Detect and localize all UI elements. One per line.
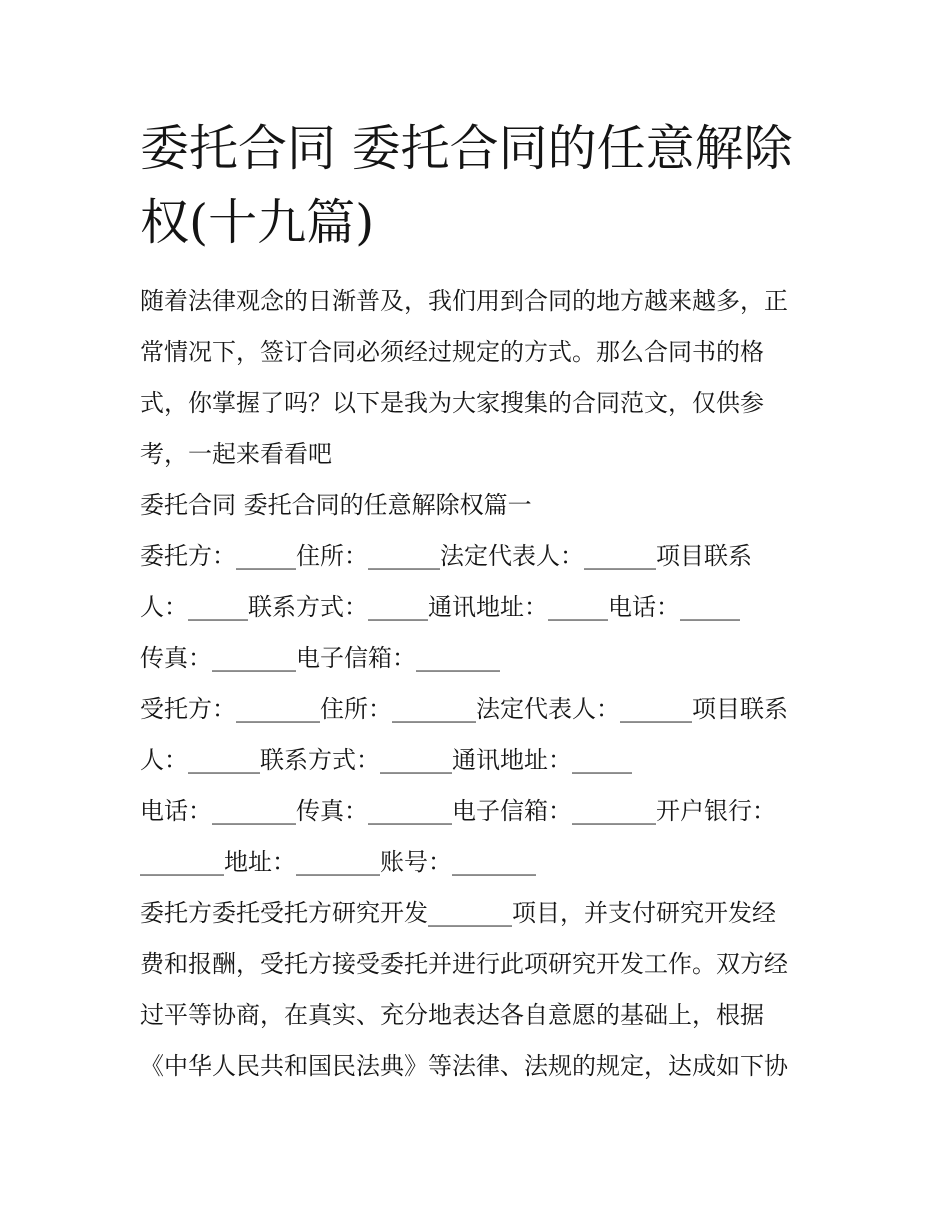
intro-line: 随着法律观念的日渐普及，我们用到合同的地方越来越多，正 xyxy=(140,287,788,315)
document-title xyxy=(140,112,820,260)
title-line: 委托合同 委托合同的任意解除 xyxy=(140,120,793,177)
trustee-info-line: 受托方：_______住所：_______法定代表人：______项目联系 xyxy=(140,695,788,723)
intro-line: 式，你掌握了吗？以下是我为大家搜集的合同范文，仅供参 xyxy=(140,389,764,417)
agreement-line: 过平等协商，在真实、充分地表达各自意愿的基础上，根据 xyxy=(140,1001,764,1029)
title-line: 权(十九篇) xyxy=(140,194,375,251)
agreement-line: 《中华人民共和国民法典》等法律、法规的规定，达成如下协 xyxy=(140,1052,788,1080)
intro-line: 常情况下，签订合同必须经过规定的方式。那么合同书的格 xyxy=(140,338,764,366)
section-heading: 委托合同 委托合同的任意解除权篇一 xyxy=(140,491,532,519)
document-body xyxy=(140,276,820,1092)
trustee-info-line: _______地址：_______账号：_______ xyxy=(140,848,536,876)
trustee-info-line: 电话：_______传真：_______电子信箱：_______开户银行： xyxy=(140,797,776,825)
trustee-info-line: 人：______联系方式：______通讯地址：_____ xyxy=(140,746,632,774)
client-info-line: 传真：_______电子信箱：_______ xyxy=(140,644,500,672)
agreement-line: 委托方委托受托方研究开发_______项目，并支付研究开发经 xyxy=(140,899,776,927)
client-info-line: 委托方：_____住所：______法定代表人：______项目联系 xyxy=(140,542,752,570)
intro-line: 考，一起来看看吧 xyxy=(140,440,332,468)
agreement-line: 费和报酬，受托方接受委托并进行此项研究开发工作。双方经 xyxy=(140,950,788,978)
client-info-line: 人：_____联系方式：_____通讯地址：_____电话：_____ xyxy=(140,593,740,621)
